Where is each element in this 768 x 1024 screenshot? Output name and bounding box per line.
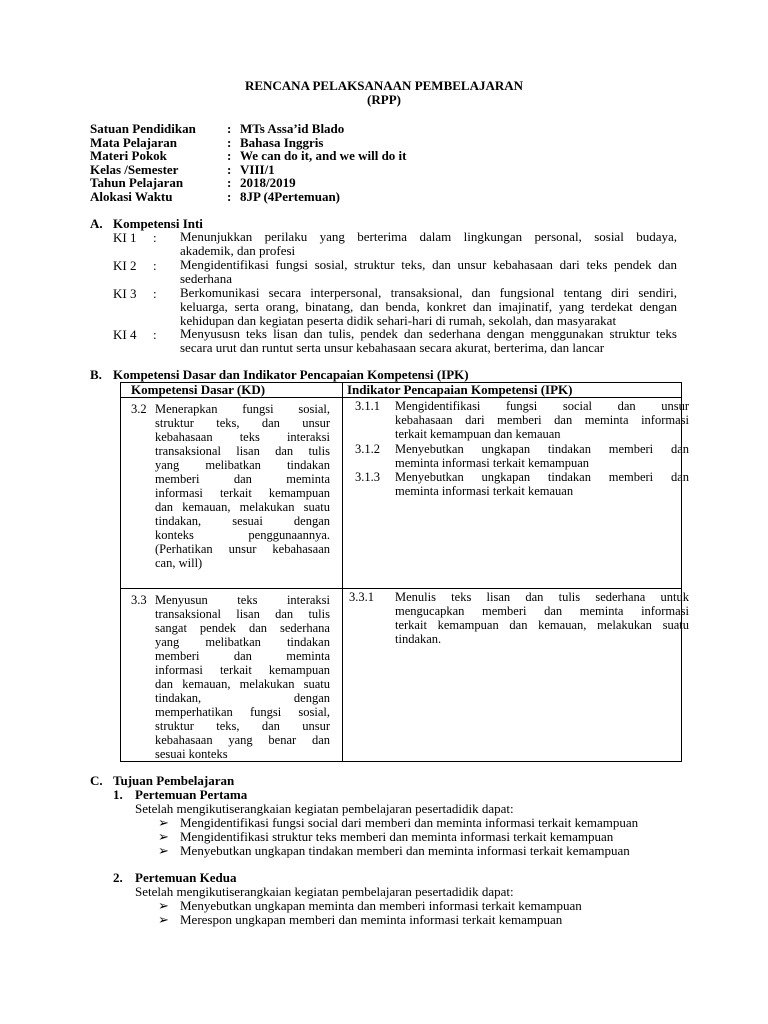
ki-code: KI 2 [113, 258, 137, 273]
kd-line: memberi dan meminta [155, 472, 330, 486]
column-header-ipk: Indikator Pencapaian Kompetensi (IPK) [343, 383, 682, 398]
kd-line: transaksional lisan dan tulis [155, 607, 330, 621]
meeting-intro: Setelah mengikutiserangkaian kegiatan pembelajaran pesertadidik dapat: [135, 884, 514, 899]
identity-label: Alokasi Waktu [90, 188, 173, 204]
ki-description [180, 327, 677, 355]
table-row [121, 589, 682, 762]
ki-code: KI 1 [113, 230, 137, 245]
objective-text: Mengidentifikasi struktur teks memberi dan meminta informasi terkait kemampuan [180, 829, 614, 844]
ki-line: Berkomunikasi secara interpersonal, transaksional, dan fungsional tentang diri sendiri, [180, 285, 677, 300]
kd-line: informasi terkait kemampuan [155, 486, 330, 500]
section-letter: A. [90, 216, 103, 231]
ki-colon: : [153, 258, 157, 273]
identity-value: We can do it, and we will do it [240, 148, 407, 163]
kd-line: Menerapkan fungsi sosial, [155, 402, 330, 416]
kd-line: dan kemauan, melakukan suatu [155, 500, 330, 514]
section-title: Tujuan Pembelajaran [113, 773, 235, 788]
ipk-text [395, 442, 689, 470]
identity-label: Satuan Pendidikan [90, 121, 196, 136]
identity-colon: : [227, 161, 232, 177]
kd-line: kebahasaan yang benar dan [155, 733, 330, 747]
kd-line: sangat pendek dan sederhana [155, 621, 330, 635]
kd-line: Menyusun teks interaksi [155, 593, 330, 607]
identity-value: MTs Assa’id Blado [240, 121, 345, 136]
identity-value: VIII/1 [240, 161, 275, 177]
kd-line: sesuai konteks [155, 747, 228, 761]
ipk-line: meminta informasi terkait kemauan [395, 484, 574, 498]
kd-line: yang melibatkan tindakan [155, 635, 330, 649]
document-subtitle: (RPP) [367, 92, 401, 107]
ki-line: Menunjukkan perilaku yang berterima dalam lingkungan personal, sosial budaya, [180, 229, 677, 244]
kd-line: (Perhatikan unsur kebahasaan [155, 542, 330, 556]
ipk-cell [343, 589, 689, 762]
identity-colon: : [227, 121, 232, 136]
section-title: Kompetensi Inti [113, 216, 203, 231]
kd-cell [121, 398, 343, 589]
identity-value: Bahasa Inggris [240, 134, 324, 150]
ki-line: Menyususn teks lisan dan tulis, pendek dan sederhana dengan menggunakan struktur teks [180, 326, 677, 341]
ipk-line: terkait kemampuan dan kemauan, melakukan suatu [395, 618, 689, 632]
kd-line: struktur teks, dan unsur [155, 416, 330, 430]
arrow-bullet-icon: ➢ [158, 898, 169, 913]
ipk-line: terkait kemampuan dan kemauan [395, 427, 561, 441]
ki-colon: : [153, 327, 157, 342]
ipk-text [395, 399, 689, 441]
objective-text: Merespon ungkapan memberi dan meminta informasi terkait kemampuan [180, 912, 563, 927]
section-letter: C. [90, 773, 103, 788]
ipk-line: Menulis teks lisan dan tulis sederhana untuk [395, 590, 689, 604]
ipk-line: tindakan. [395, 632, 442, 646]
kd-number: 3.2 [131, 402, 147, 416]
ki-line: akademik, dan profesi [180, 243, 296, 258]
kd-line: konteks penggunaannya. [155, 528, 330, 542]
identity-value: 2018/2019 [240, 175, 296, 190]
kd-line: tindakan, dengan [155, 691, 330, 705]
ki-line: kehidupan dan kegiatan peserta didik sehari-hari di rumah, sekolah, dan masyarakat [180, 313, 617, 328]
ipk-cell [343, 398, 689, 589]
meeting-title: Pertemuan Pertama [135, 787, 248, 802]
ipk-line: Menyebutkan ungkapan tindakan memberi dan [395, 470, 689, 484]
meeting-title: Pertemuan Kedua [135, 870, 237, 885]
ki-colon: : [153, 286, 157, 301]
ipk-number: 3.1.3 [355, 470, 380, 484]
meeting-number: 1. [113, 787, 123, 802]
ki-line: secara urut dan runtut serta unsur kebahasaan secara akurat, berterima, dan lancar [180, 340, 605, 355]
identity-label: Tahun Pelajaran [90, 175, 184, 190]
identity-colon: : [227, 148, 232, 163]
kd-ipk-table [120, 382, 689, 762]
meeting-number: 2. [113, 870, 123, 885]
ipk-number: 3.3.1 [349, 590, 374, 604]
ipk-text [395, 590, 689, 646]
table-row [121, 398, 682, 589]
ipk-text [395, 470, 689, 498]
identity-label: Materi Pokok [90, 148, 167, 163]
ipk-line: mengucapkan memberi dan meminta informasi [395, 604, 689, 618]
ki-description [180, 286, 677, 328]
kd-line: struktur teks, dan unsur [155, 719, 330, 733]
kd-text [155, 593, 330, 761]
ipk-number: 3.1.2 [355, 442, 380, 456]
identity-value: 8JP (4Pertemuan) [240, 188, 341, 204]
ipk-line: Mengidentifikasi fungsi social dan unsur [395, 399, 689, 413]
identity-colon: : [227, 188, 232, 204]
table-header-row [121, 383, 682, 398]
ki-code: KI 4 [113, 327, 137, 342]
kd-line: yang melibatkan tindakan [155, 458, 330, 472]
arrow-bullet-icon: ➢ [158, 912, 169, 927]
kd-line: informasi terkait kemampuan [155, 663, 330, 677]
section-title: Kompetensi Dasar dan Indikator Pencapaian Kompetensi (IPK) [113, 367, 469, 382]
identity-label: Mata Pelajaran [90, 134, 178, 150]
ki-code: KI 3 [113, 286, 137, 301]
kd-line: memperhatikan fungsi sosial, [155, 705, 330, 719]
ki-colon: : [153, 230, 157, 245]
kd-line: transaksional lisan dan tulis [155, 444, 330, 458]
ki-description [180, 230, 677, 258]
identity-colon: : [227, 134, 232, 150]
identity-colon: : [227, 175, 232, 190]
objective-text: Menyebutkan ungkapan tindakan memberi dan meminta informasi terkait kemampuan [180, 843, 630, 858]
arrow-bullet-icon: ➢ [158, 843, 169, 858]
objective-text: Menyebutkan ungkapan meminta dan memberi informasi terkait kemampuan [180, 898, 582, 913]
column-header-kd: Kompetensi Dasar (KD) [121, 383, 343, 398]
section-letter: B. [90, 367, 102, 382]
objective-text: Mengidentifikasi fungsi social dari memberi dan meminta informasi terkait kemampuan [180, 815, 639, 830]
ki-line: keluarga, serta orang, binatang, dan benda, konkret dan imajinatif, yang terdekat dengan [180, 299, 677, 314]
kd-line: tindakan, sesuai dengan [155, 514, 330, 528]
ki-line: Mengidentifikasi fungsi sosial, struktur teks, dan unsur kebahasaan dari teks pendek dan [180, 257, 677, 272]
arrow-bullet-icon: ➢ [158, 829, 169, 844]
kd-number: 3.3 [131, 593, 147, 607]
kd-line: dan kemauan, melakukan suatu [155, 677, 330, 691]
ki-line: sederhana [180, 271, 232, 286]
ipk-line: meminta informasi terkait kemampuan [395, 456, 590, 470]
ipk-line: Menyebutkan ungkapan tindakan memberi dan [395, 442, 689, 456]
ipk-number: 3.1.1 [355, 399, 380, 413]
arrow-bullet-icon: ➢ [158, 815, 169, 830]
kd-text [155, 402, 330, 570]
kd-cell [121, 589, 343, 762]
kd-line: can, will) [155, 556, 203, 570]
kd-line: kebahasaan teks interaksi [155, 430, 330, 444]
document-title: RENCANA PELAKSANAAN PEMBELAJARAN [244, 78, 524, 93]
ipk-line: kebahasaan dari memberi dan meminta informasi [395, 413, 689, 427]
identity-label: Kelas /Semester [90, 161, 179, 177]
ki-description [180, 258, 677, 286]
meeting-intro: Setelah mengikutiserangkaian kegiatan pembelajaran pesertadidik dapat: [135, 801, 514, 816]
kd-line: memberi dan meminta [155, 649, 330, 663]
